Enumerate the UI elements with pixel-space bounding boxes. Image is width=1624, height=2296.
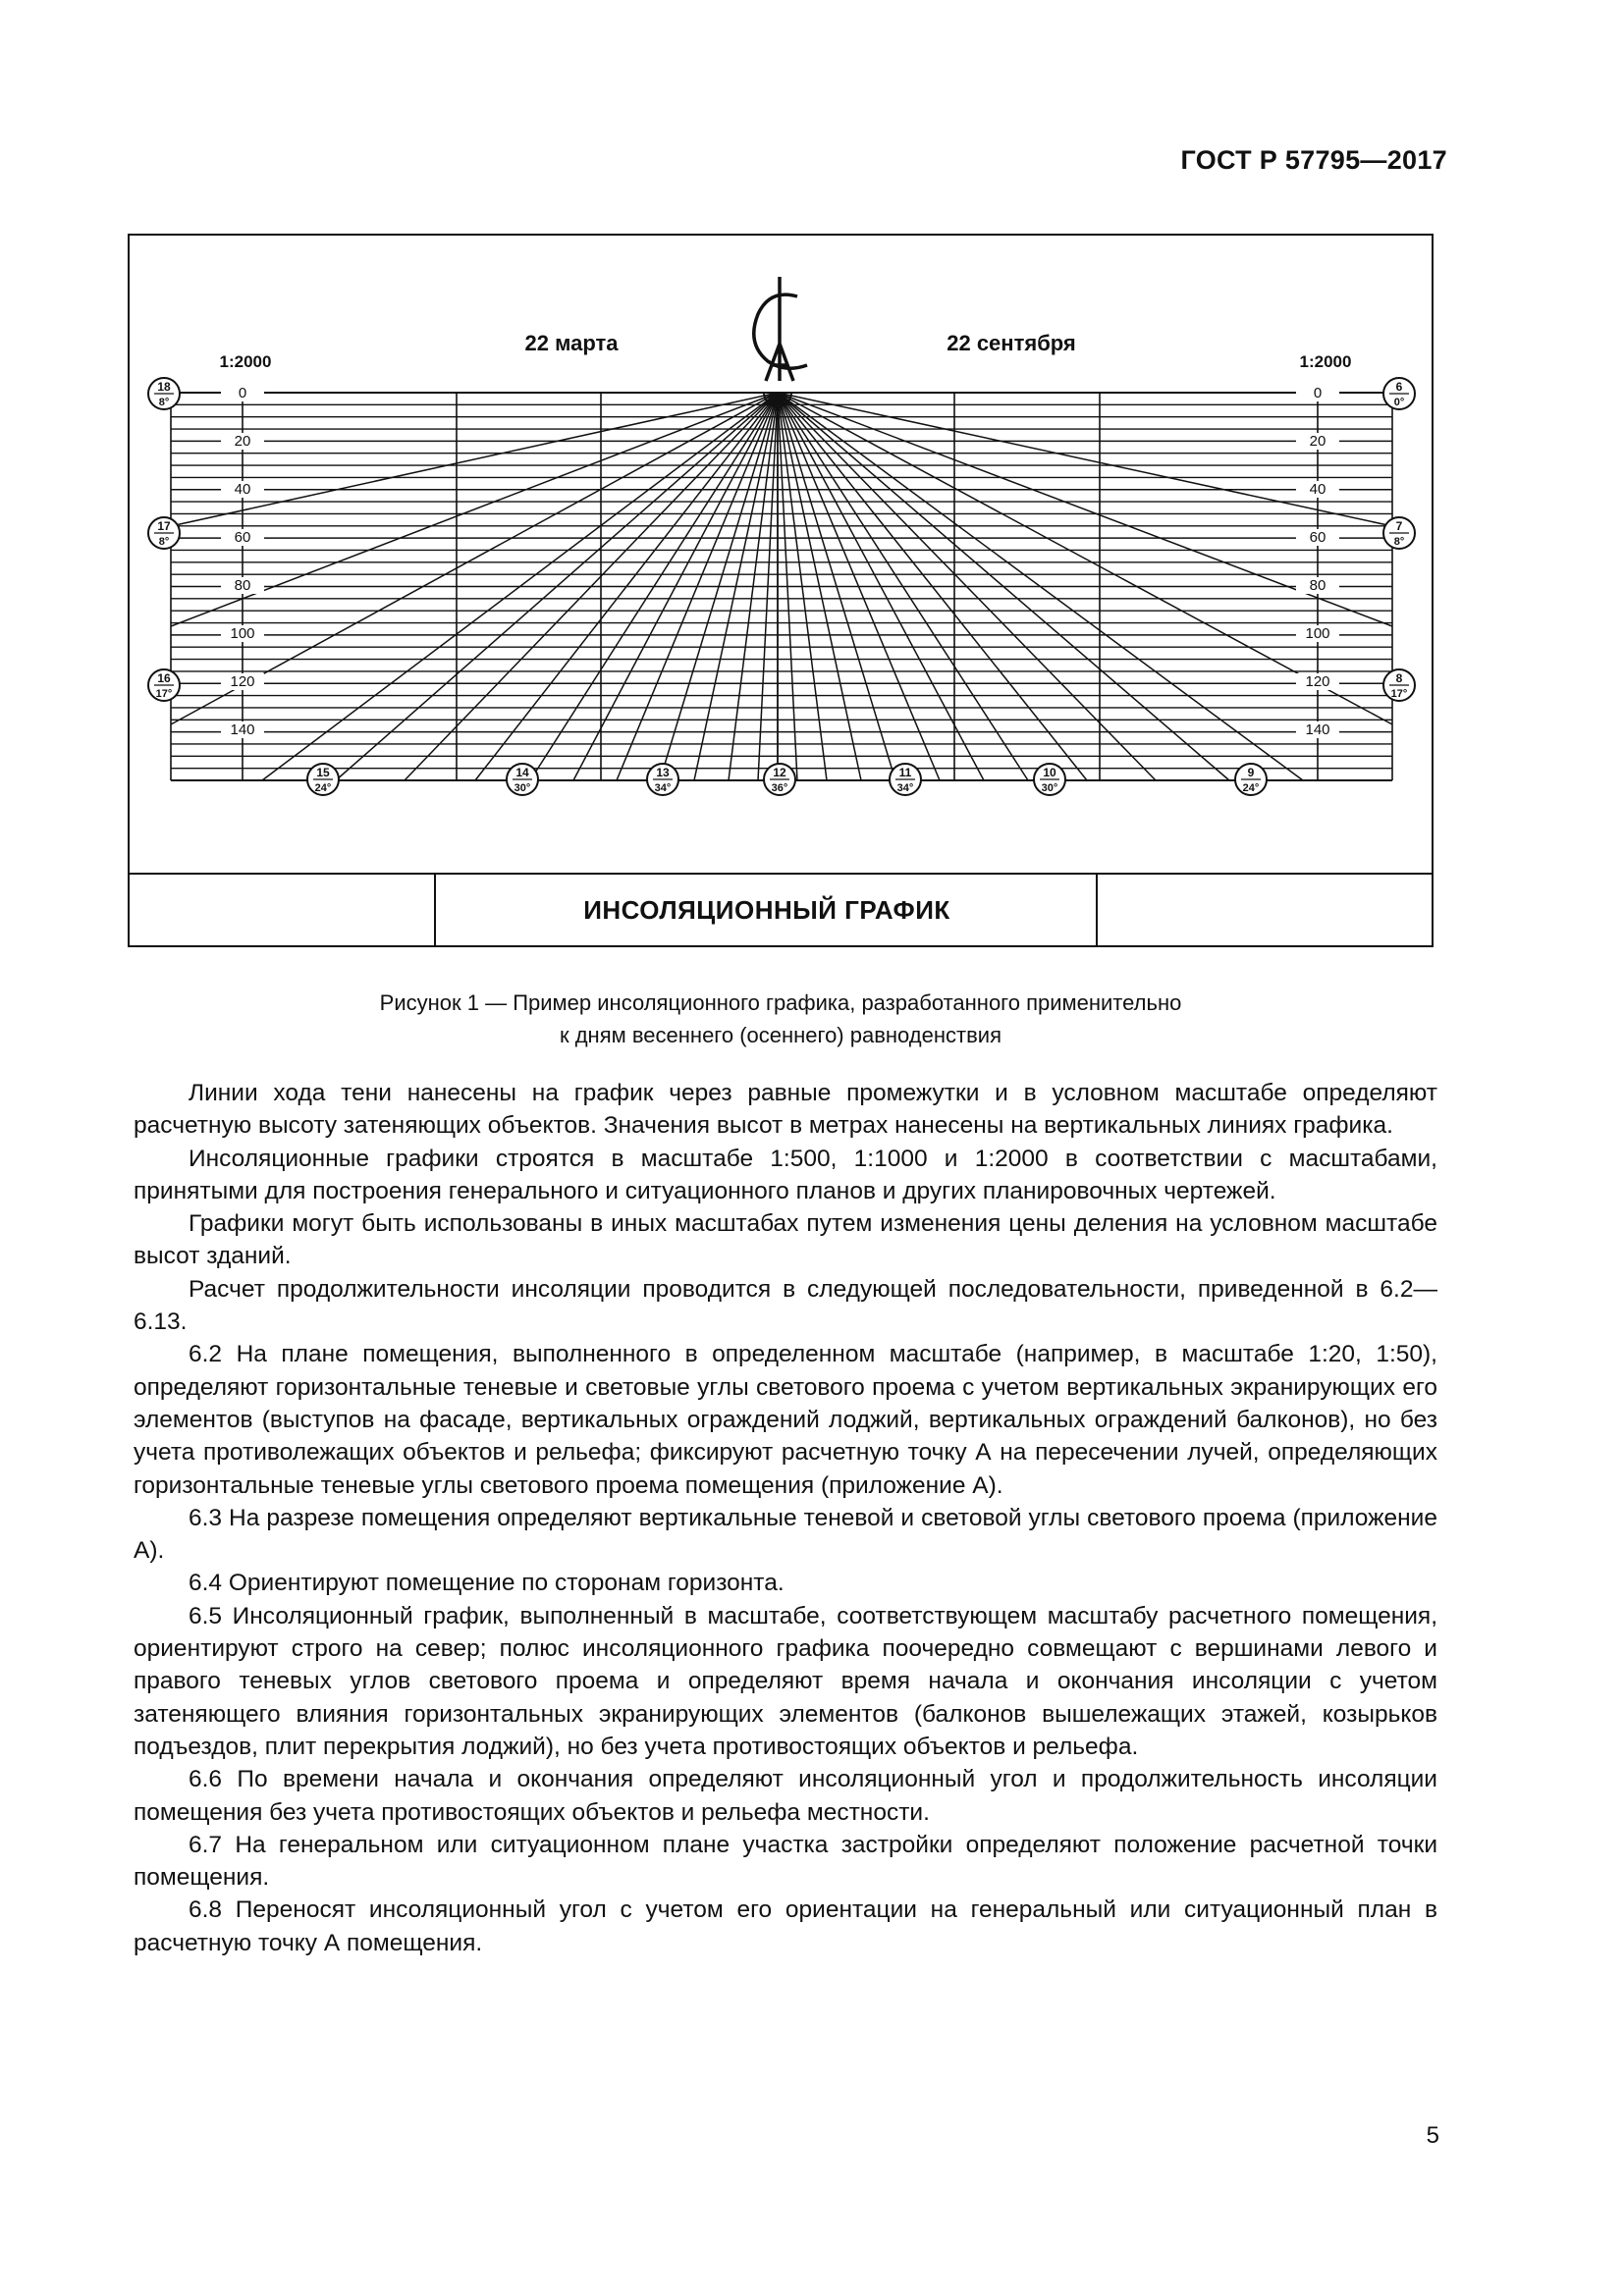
hour-circle-angle: 30° bbox=[1041, 782, 1058, 794]
height-tick-label: 60 bbox=[1309, 529, 1326, 546]
paragraph: 6.6 По времени начала и окончания определяют инсоляционный угол и продолжительность инсоляции помещения без учета противостоящих объектов и рельефа местности. bbox=[134, 1766, 1437, 1826]
paragraph: 6.7 На генеральном или ситуационном плане участка застройки определяют положение расчетной точки помещения. bbox=[134, 1831, 1437, 1892]
hour-circle-angle: 8° bbox=[1393, 536, 1405, 548]
page-number: 5 bbox=[1426, 2122, 1439, 2149]
document-number: ГОСТ Р 57795—2017 bbox=[1180, 145, 1447, 175]
height-tick-label: 20 bbox=[234, 433, 251, 450]
hour-circle-hour: 14 bbox=[515, 766, 529, 779]
hour-circle-hour: 8 bbox=[1395, 671, 1403, 685]
caption-line-1: Рисунок 1 — Пример инсоляционного графика, разработанного применительно bbox=[379, 990, 1182, 1015]
height-tick-label: 100 bbox=[230, 625, 255, 642]
hour-circle-hour: 11 bbox=[898, 766, 912, 779]
title-block bbox=[130, 873, 1432, 945]
paragraph: Линии хода тени нанесены на график через равные промежутки и в условном масштабе определяют расчетную высоту затеняющих объектов. Значения высот в метрах нанесены на вертикальных линиях графика. bbox=[134, 1080, 1437, 1140]
height-tick-label: 120 bbox=[1305, 673, 1330, 690]
title-block-right-cell bbox=[1096, 875, 1432, 945]
hour-circle-angle: 36° bbox=[771, 782, 788, 794]
shadow-ray bbox=[778, 393, 1392, 526]
hour-circle-angle: 24° bbox=[1242, 782, 1260, 794]
shadow-ray bbox=[171, 393, 778, 526]
paragraph: 6.5 Инсоляционный график, выполненный в масштабе, соответствующем масштабу расчетного помещения, ориентируют строго на север; полюс инсоляционного графика поочередно совмещают с вершинами левого и правого теневых углов светового проема и определяют время начала и окончания инсоляции с учетом затеняющего влияния горизонтальных экранирующих элементов (балконов вышележащих этажей, козырьков подъездов, плит перекрытия лоджий), но без учета противостоящих объектов и рельефа. bbox=[134, 1602, 1437, 1760]
figure-caption bbox=[128, 987, 1434, 1051]
height-tick-label: 100 bbox=[1305, 625, 1330, 642]
height-tick-label: 80 bbox=[1309, 577, 1326, 594]
paragraph: Расчет продолжительности инсоляции проводится в следующей последовательности, приведенной в 6.2—6.13. bbox=[134, 1275, 1437, 1336]
paragraph: Инсоляционные графики строятся в масштабе 1:500, 1:1000 и 1:2000 в соответствии с масштабами, принятыми для построения генерального и ситуационного планов и других планировочных чертежей. bbox=[134, 1145, 1437, 1204]
height-tick-label: 120 bbox=[230, 673, 255, 690]
height-tick-label: 60 bbox=[234, 529, 251, 546]
hour-circle-angle: 30° bbox=[514, 782, 531, 794]
height-tick-label: 40 bbox=[234, 481, 251, 498]
insolation-figure bbox=[128, 234, 1434, 947]
date-label: 22 марта bbox=[524, 331, 619, 355]
hour-circle-hour: 17 bbox=[157, 519, 171, 533]
height-tick-label: 80 bbox=[234, 577, 251, 594]
hour-circle-hour: 15 bbox=[316, 766, 330, 779]
paragraph: 6.3 На разрезе помещения определяют вертикальные теневой и световой углы светового проема (приложение А). bbox=[134, 1504, 1437, 1565]
paragraph: 6.2 На плане помещения, выполненного в определенном масштабе (например, в масштабе 1:20, 1:50), определяют горизонтальные теневые и световые углы светового проема с учетом вертикальных экранирующих его элементов (выступов на фасаде, вертикальных ограждений лоджий, вертикальных ограждений балконов), но без учета противолежащих объектов и рельефа; фиксируют расчетную точку А на пересечении лучей, определяющих горизонтальные теневые углы светового проема помещения (приложение А). bbox=[134, 1341, 1437, 1499]
hour-circle-hour: 7 bbox=[1395, 519, 1403, 533]
height-tick-label: 40 bbox=[1309, 481, 1326, 498]
hour-circle-angle: 17° bbox=[1390, 688, 1408, 700]
hour-circle-hour: 9 bbox=[1247, 766, 1255, 779]
height-tick-label: 0 bbox=[238, 385, 247, 401]
height-tick-label: 140 bbox=[1305, 721, 1330, 738]
caption-line-2: к дням весеннего (осеннего) равноденствия bbox=[559, 1023, 1001, 1047]
hour-circle-hour: 10 bbox=[1043, 766, 1056, 779]
hour-circle-angle: 17° bbox=[155, 688, 173, 700]
paragraph: Графики могут быть использованы в иных масштабах путем изменения цены деления на условном масштабе высот зданий. bbox=[134, 1210, 1437, 1270]
north-sign-a bbox=[766, 277, 793, 381]
title-block-heading: ИНСОЛЯЦИОННЫЙ ГРАФИК bbox=[583, 894, 950, 925]
height-tick-label: 140 bbox=[230, 721, 255, 738]
scale-label: 1:2000 bbox=[1299, 352, 1352, 371]
hour-circle-angle: 34° bbox=[654, 782, 672, 794]
hour-circle-angle: 8° bbox=[158, 536, 170, 548]
date-label: 22 сентября bbox=[947, 331, 1076, 355]
paragraph: 6.4 Ориентируют помещение по сторонам горизонта. bbox=[189, 1570, 785, 1597]
title-block-left-cell bbox=[130, 875, 436, 945]
hour-circle-hour: 16 bbox=[157, 671, 171, 685]
hour-circle-hour: 6 bbox=[1395, 380, 1403, 394]
insolation-chart bbox=[130, 236, 1432, 879]
hour-circle-angle: 0° bbox=[1393, 397, 1405, 408]
hour-circle-hour: 12 bbox=[773, 766, 786, 779]
height-tick-label: 20 bbox=[1309, 433, 1326, 450]
paragraph: 6.8 Переносят инсоляционный угол с учетом его ориентации на генеральный или ситуационный план в расчетную точку А помещения. bbox=[134, 1896, 1437, 1956]
hour-circle-hour: 13 bbox=[656, 766, 670, 779]
scale-label: 1:2000 bbox=[219, 352, 272, 371]
hour-circle-angle: 8° bbox=[158, 397, 170, 408]
hour-circle-angle: 24° bbox=[314, 782, 332, 794]
hour-circle-hour: 18 bbox=[157, 380, 171, 394]
hour-circle-angle: 34° bbox=[896, 782, 914, 794]
height-tick-label: 0 bbox=[1313, 385, 1323, 401]
body-text bbox=[134, 1077, 1437, 1959]
